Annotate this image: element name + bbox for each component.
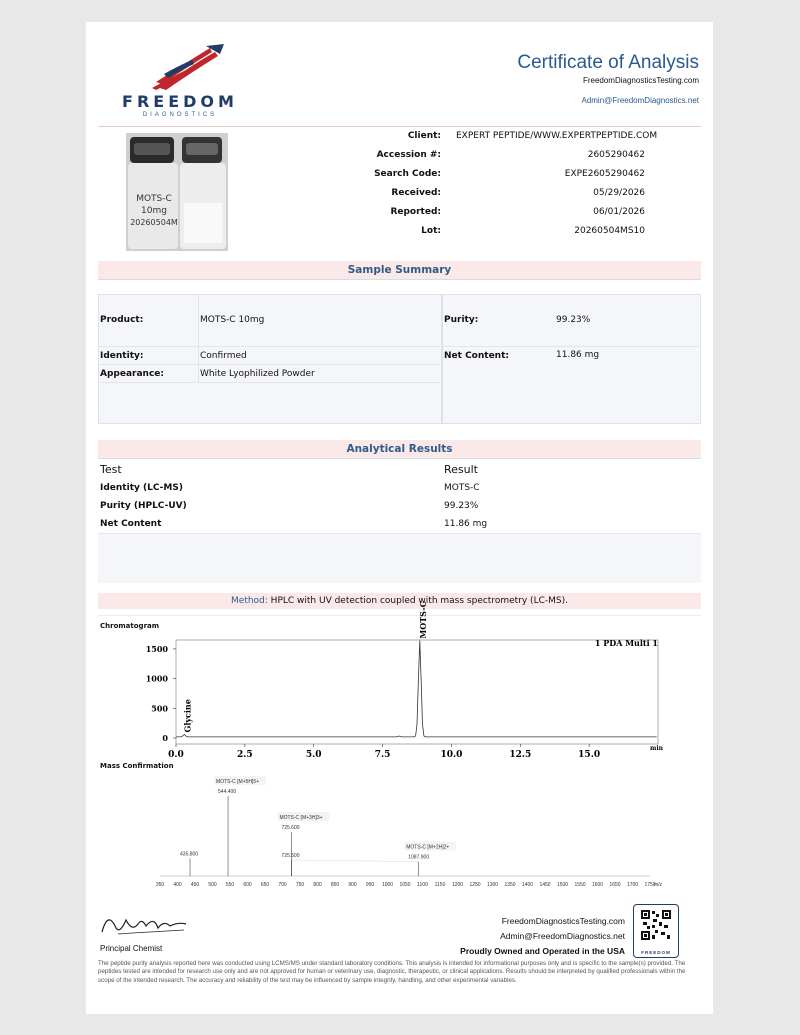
peak-label: MOTS-C — [417, 601, 428, 639]
vial-label-line2: 10mg — [141, 206, 167, 216]
x-tick-label: 500 — [208, 882, 217, 888]
x-tick-label: 1550 — [574, 882, 586, 888]
x-tick-label: 400 — [173, 882, 182, 888]
info-label: Received: — [391, 188, 441, 198]
x-tick-label: 1100 — [417, 882, 428, 888]
ion-label: MOTS-C [M+3H]3+ — [279, 815, 323, 821]
x-axis-unit: min — [650, 745, 663, 752]
info-row-received — [298, 188, 701, 207]
peak-value-label: 435.800 — [180, 851, 199, 858]
x-tick-label: 1450 — [539, 882, 551, 888]
info-label: Lot: — [421, 226, 441, 236]
mass-confirmation-label: Mass Confirmation — [100, 762, 174, 770]
test-result: 99.23% — [444, 501, 479, 511]
product-label: Product: — [100, 315, 144, 325]
appearance-label: Appearance: — [100, 369, 164, 379]
info-row-search-code — [298, 169, 701, 188]
footer — [98, 902, 701, 962]
x-tick-label: 350 — [155, 882, 165, 888]
ion-label: MOTS-C [M+2H]2+ — [406, 844, 450, 851]
header — [98, 34, 701, 127]
net-content-label: Net Content: — [444, 351, 509, 361]
x-tick-label: 1650 — [609, 882, 621, 888]
info-value: EXPE2605290462 — [564, 169, 645, 179]
x-tick-label: 2.5 — [237, 750, 253, 760]
peak-label: Glycine — [182, 699, 193, 733]
test-name: Identity (LC-MS) — [100, 483, 183, 493]
qr-code[interactable] — [633, 904, 679, 958]
qr-icon — [634, 905, 678, 945]
x-tick-label: 850 — [330, 882, 340, 888]
chromatogram-label: Chromatogram — [100, 622, 160, 630]
x-tick-label: 600 — [243, 882, 252, 888]
x-tick-label: 1150 — [434, 882, 446, 888]
info-row-accession — [298, 150, 701, 169]
info-value: 20260504MS10 — [574, 226, 645, 236]
table-row — [98, 497, 701, 516]
brand-name: FREEDOM — [122, 92, 238, 111]
info-label: Client: — [407, 131, 441, 141]
product-photo — [126, 133, 228, 251]
y-tick-label: 0 — [162, 733, 168, 744]
sample-summary — [98, 280, 701, 440]
x-tick-label: 1500 — [556, 882, 569, 888]
info-value: 06/01/2026 — [593, 207, 645, 217]
legend-label: 1 PDA Multi 1 — [594, 638, 658, 648]
x-tick-label: 1600 — [591, 882, 604, 888]
x-tick-label: 1050 — [399, 882, 411, 888]
x-tick-label: 900 — [348, 882, 357, 888]
x-tick-label: 1300 — [486, 882, 499, 888]
table-row — [98, 479, 701, 498]
test-result: MOTS-C — [444, 483, 480, 493]
col-result-header: Result — [444, 463, 478, 476]
signer-role: Principal Chemist — [100, 944, 163, 953]
peak-value-label: 725.600 — [281, 825, 300, 831]
x-tick-label: 15.0 — [578, 750, 601, 760]
footer-contact — [460, 914, 625, 959]
freedom-logo — [120, 44, 240, 116]
method-text: HPLC with UV detection coupled with mass spectrometry (LC-MS). — [267, 596, 568, 606]
y-tick-label: 1500 — [145, 643, 168, 654]
analytical-results — [98, 459, 701, 583]
x-tick-label: 1700 — [626, 882, 639, 888]
x-tick-label: 550 — [225, 882, 235, 888]
footer-email[interactable]: Admin@FreedomDiagnostics.net — [500, 931, 625, 941]
footer-website[interactable]: FreedomDiagnosticsTesting.com — [501, 916, 625, 926]
info-label: Reported: — [390, 207, 441, 217]
qr-caption: FREEDOM — [641, 950, 671, 955]
header-email[interactable]: Admin@FreedomDiagnostics.net — [581, 96, 699, 105]
col-test-header: Test — [100, 463, 122, 476]
x-tick-label: 1400 — [521, 882, 534, 888]
plot-frame — [176, 640, 658, 744]
x-tick-label: 1350 — [504, 882, 516, 888]
x-tick-label: 1000 — [381, 882, 394, 888]
info-value: EXPERT PEPTIDE/WWW.EXPERTPEPTIDE.COM — [456, 131, 658, 141]
x-tick-label: 750 — [295, 882, 305, 888]
x-tick-label: 700 — [278, 882, 287, 888]
identity-label: Identity: — [100, 351, 144, 361]
x-tick-label: 0.0 — [168, 750, 184, 760]
x-tick-label: 1750 — [644, 882, 656, 888]
baseline-trace — [291, 860, 418, 862]
info-label: Accession #: — [376, 150, 441, 160]
x-tick-label: 12.5 — [509, 750, 532, 760]
vial-label-line3: 20260504M — [130, 218, 178, 227]
info-row-client — [298, 131, 701, 150]
x-tick-label: 650 — [260, 882, 270, 888]
sample-summary-title: Sample Summary — [98, 261, 701, 280]
sample-info — [98, 127, 701, 261]
identity-value: Confirmed — [200, 351, 247, 361]
x-tick-label: 450 — [190, 882, 200, 888]
method-label: Method: — [231, 596, 268, 606]
x-tick-label: 5.0 — [305, 750, 322, 760]
x-tick-label: 800 — [313, 882, 322, 888]
appearance-value: White Lyophilized Powder — [200, 369, 315, 379]
purity-label: Purity: — [444, 315, 479, 325]
peak-value-label: 544.400 — [218, 789, 237, 795]
x-tick-label: 1250 — [469, 882, 481, 888]
chromatogram-trace — [176, 641, 657, 737]
x-tick-label: 7.5 — [374, 750, 391, 760]
test-result: 11.86 mg — [444, 519, 488, 529]
info-value: 05/29/2026 — [593, 188, 645, 198]
signature-image — [98, 906, 188, 940]
flag-icon — [120, 44, 240, 92]
footer-tagline: Proudly Owned and Operated in the USA — [460, 946, 625, 956]
results-header-row — [98, 459, 701, 480]
test-name: Purity (HPLC-UV) — [100, 501, 187, 511]
info-row-reported — [298, 207, 701, 226]
info-row-lot — [298, 226, 701, 245]
y-tick-label: 1000 — [145, 673, 168, 684]
test-name: Net Content — [100, 519, 162, 529]
peak-value-label: 725.500 — [281, 853, 300, 859]
header-website[interactable]: FreedomDiagnosticsTesting.com — [582, 76, 699, 85]
x-axis-unit: m/z — [654, 882, 663, 888]
net-content-value: 11.86 mg — [556, 350, 600, 360]
certificate-page — [86, 22, 713, 1014]
mass-spectrum-chart — [98, 774, 701, 904]
analytical-results-title: Analytical Results — [98, 440, 701, 459]
summary-left-box — [98, 294, 442, 424]
document-title: Certificate of Analysis — [517, 52, 699, 73]
ion-label: MOTS-C [M+5H]5+ — [216, 779, 260, 785]
x-tick-label: 1200 — [451, 882, 464, 888]
brand-subtitle: DIAGNOSTICS — [142, 112, 218, 118]
info-value: 2605290462 — [587, 150, 645, 160]
table-row — [98, 515, 701, 534]
info-label: Search Code: — [374, 169, 441, 179]
x-tick-label: 10.0 — [440, 750, 463, 760]
peak-value-label: 1087.900 — [408, 854, 430, 861]
disclaimer: The peptide purity analysis reported here was conducted using LCMS/MS under standard laboratory conditions. This analysis is intended for informational purposes only and is specific to the sample(s) provided. The peptides tested are intended for research use only and are not approved for human or veterinary use, diagnostic, therapeutic, or clinical applications. Results should be interpreted by qualified professionals within the scope of the intended research. The accuracy and reliability of the test may be influenced by sample integrity, handling, and other experimental variables. — [98, 960, 686, 984]
method-banner — [98, 593, 701, 609]
x-tick-label: 950 — [365, 882, 375, 888]
y-tick-label: 500 — [151, 703, 168, 714]
vial-label-line1: MOTS-C — [136, 194, 172, 204]
purity-value: 99.23% — [556, 315, 591, 325]
product-value: MOTS-C 10mg — [200, 315, 265, 325]
